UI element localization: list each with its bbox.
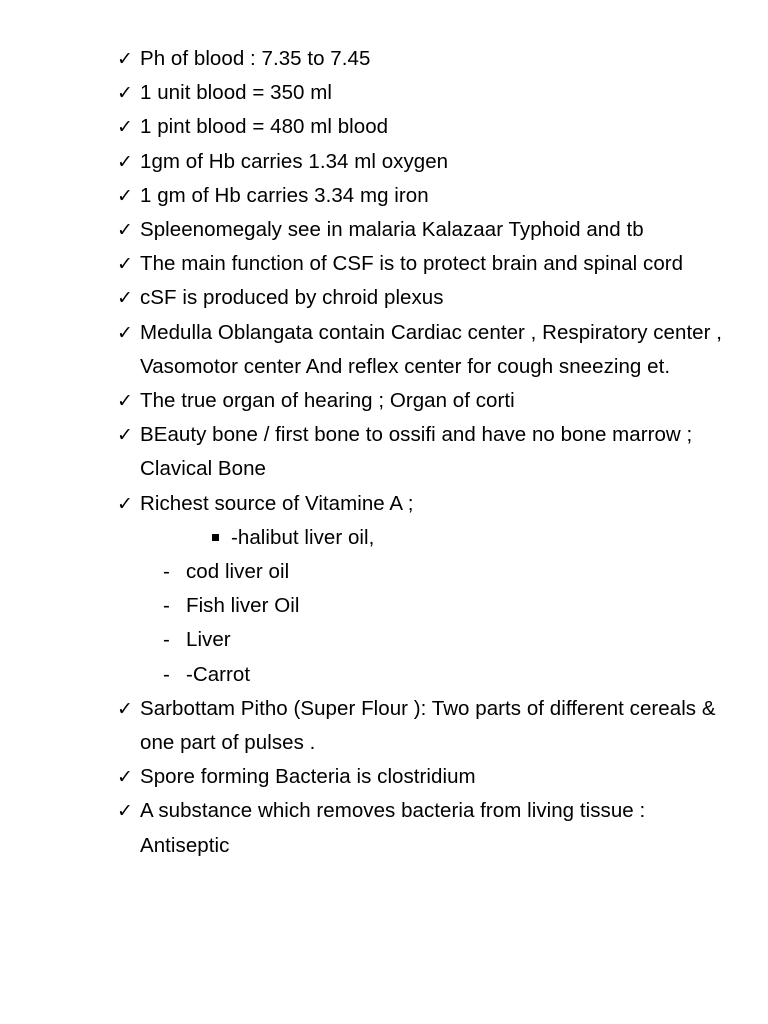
list-item bbox=[117, 42, 737, 76]
check-mark-icon: ✓ bbox=[117, 424, 133, 447]
dash-marker: - bbox=[163, 628, 170, 652]
check-mark-icon: ✓ bbox=[117, 287, 133, 310]
list-item-text: Spore forming Bacteria is clostridium bbox=[140, 765, 476, 789]
check-mark-icon: ✓ bbox=[117, 800, 133, 823]
dash-marker: - bbox=[163, 594, 170, 618]
check-mark-icon: ✓ bbox=[117, 82, 133, 105]
check-mark-icon: ✓ bbox=[117, 321, 133, 344]
dash-list-item-text: cod liver oil bbox=[186, 560, 290, 584]
check-mark-icon: ✓ bbox=[117, 116, 133, 139]
list-item bbox=[117, 179, 737, 213]
dash-list-item-text: Liver bbox=[186, 628, 231, 652]
list-item bbox=[117, 281, 737, 315]
list-item bbox=[117, 76, 737, 110]
list-item bbox=[117, 145, 737, 179]
dash-marker: - bbox=[163, 560, 170, 584]
list-item bbox=[117, 692, 737, 760]
dash-list-item-text: -Carrot bbox=[186, 662, 251, 686]
list-item-text: A substance which removes bacteria from living tissue : Antiseptic bbox=[140, 799, 646, 857]
square-bullet-text: -halibut liver oil, bbox=[231, 525, 375, 549]
list-item bbox=[117, 760, 737, 794]
dash-marker: - bbox=[163, 662, 170, 686]
check-mark-icon: ✓ bbox=[117, 150, 133, 173]
dash-list-item-text: Fish liver Oil bbox=[186, 594, 300, 618]
list-item-text: 1gm of Hb carries 1.34 ml oxygen bbox=[140, 149, 449, 173]
list-item bbox=[117, 487, 737, 521]
list-item bbox=[117, 384, 737, 418]
list-item-text: Sarbottam Pitho (Super Flour ): Two parts of different cereals & one part of pulses . bbox=[140, 696, 716, 755]
check-mark-icon: ✓ bbox=[117, 184, 133, 207]
square-bullet-item bbox=[117, 521, 737, 555]
list-item-text: Richest source of Vitamine A ; bbox=[140, 491, 414, 515]
list-item-text: Ph of blood : 7.35 to 7.45 bbox=[140, 47, 371, 70]
list-item bbox=[117, 247, 737, 281]
check-mark-icon: ✓ bbox=[117, 48, 133, 70]
check-mark-icon: ✓ bbox=[117, 253, 133, 276]
list-item-text: Spleenomegaly see in malaria Kalazaar Typhoid and tb bbox=[140, 218, 644, 242]
list-item-text: 1 pint blood = 480 ml blood bbox=[140, 115, 389, 139]
list-item bbox=[117, 794, 737, 862]
list-item bbox=[117, 316, 737, 384]
check-mark-icon: ✓ bbox=[117, 390, 133, 413]
square-bullet-icon bbox=[212, 534, 219, 541]
list-item bbox=[117, 418, 737, 486]
list-item-text: The main function of CSF is to protect brain and spinal cord bbox=[140, 252, 684, 276]
list-item-text: cSF is produced by chroid plexus bbox=[140, 286, 444, 310]
dash-list-item bbox=[117, 555, 737, 589]
dash-list-item bbox=[117, 658, 737, 692]
dash-list-item bbox=[117, 623, 737, 657]
list-item-text: The true organ of hearing ; Organ of corti bbox=[140, 389, 515, 413]
check-mark-icon: ✓ bbox=[117, 492, 133, 515]
check-mark-icon: ✓ bbox=[117, 697, 133, 720]
check-mark-icon: ✓ bbox=[117, 219, 133, 242]
list-item-text: 1 unit blood = 350 ml bbox=[140, 81, 332, 105]
list-item-text: BEauty bone / first bone to ossifi and have no bone marrow ; Clavical Bone bbox=[140, 423, 693, 481]
check-mark-icon: ✓ bbox=[117, 766, 133, 789]
list-item bbox=[117, 110, 737, 144]
dash-list-item bbox=[117, 589, 737, 623]
list-item-text: Medulla Oblangata contain Cardiac center , Respiratory center , Vasomotor center And reflex center for cough sneezing et. bbox=[140, 320, 723, 378]
list-item bbox=[117, 213, 737, 247]
list-item-text: 1 gm of Hb carries 3.34 mg iron bbox=[140, 183, 429, 207]
notes-list bbox=[117, 42, 737, 863]
